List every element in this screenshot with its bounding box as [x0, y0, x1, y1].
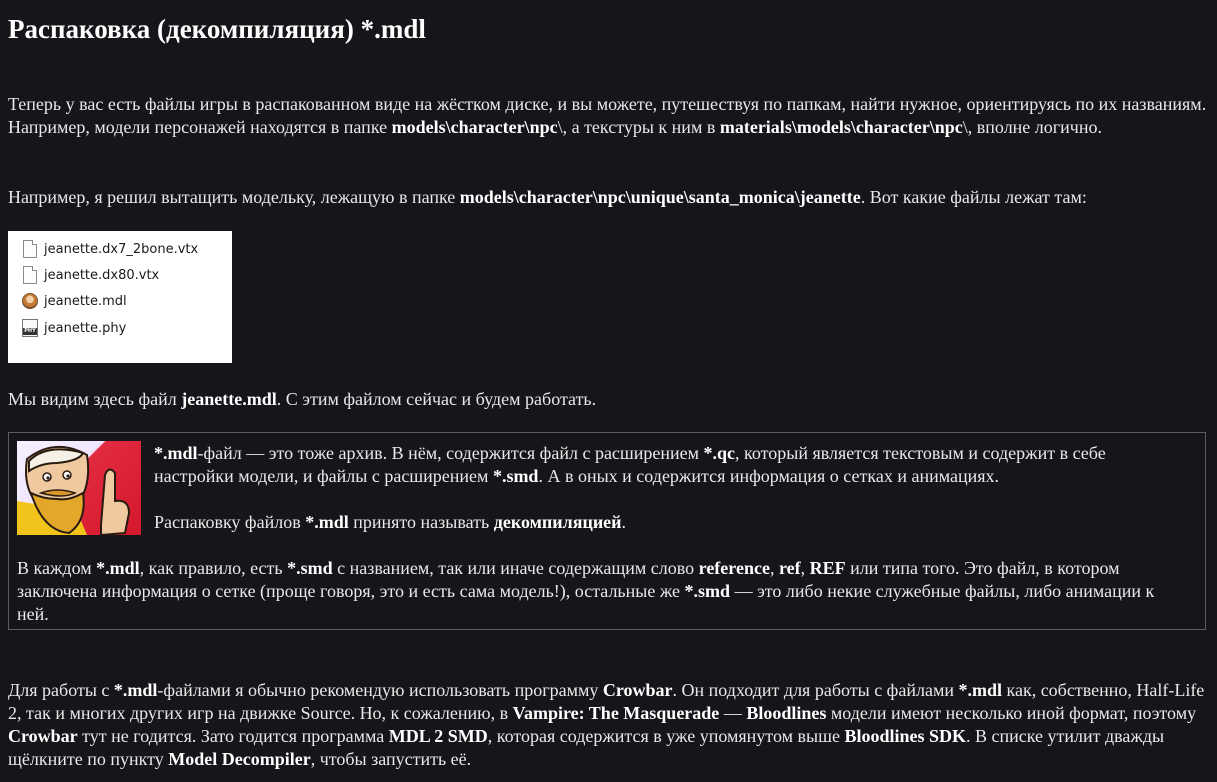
- file-name: jeanette.mdl: [44, 293, 127, 309]
- callout-paragraph-decompile: Распаковку файлов *.mdl принято называть декомпиляцией.: [154, 512, 627, 532]
- tools-paragraph: Для работы с *.mdl-файлами я обычно рекомендую использовать программу Crowbar. Он подходит для работы с файлами *.mdl как, собственно, Half-Life 2, так и многих других игр на движке Source. Но, к сожалению, в Vampire: The Masquerade — Bloodlines модели имеют несколько иной формат, поэтому Crowbar тут не годится. Зато годится программа MDL 2 SMD, которая содержится в уже упомянутом выше Bloodlines SDK. В списке утилит дважды щёлкните по пункту Model Decompiler, чтобы запустить её.: [8, 680, 1205, 769]
- file-note-paragraph: Мы видим здесь файл jeanette.mdl. С этим файлом сейчас и будем работать.: [8, 389, 597, 409]
- file-name: jeanette.phy: [44, 320, 127, 336]
- file-item: [22, 317, 126, 339]
- cartoon-sage-avatar: [17, 441, 141, 535]
- document-icon: [23, 240, 37, 258]
- file-name: jeanette.dx7_2bone.vtx: [44, 241, 199, 257]
- callout-paragraph-reference: В каждом *.mdl, как правило, есть *.smd с названием, так или иначе содержащим слово reference, ref, REF или типа того. Это файл, в котором заключена информация о сетке (проще говоря, это и есть сама модель!), остальные же *.smd — это либо некие служебные файлы, либо анимации к ней.: [17, 558, 1155, 624]
- callout-paragraph-archive: *.mdl-файл — это тоже архив. В нём, содержится файл с расширением *.qc, который является текстовым и содержит в себе настройки модели, и файлы с расширением *.smd. А в оных и содержится информация о сетках и анимациях.: [154, 443, 1106, 486]
- document-icon: [23, 266, 37, 284]
- phy-file-icon: PHY: [22, 319, 38, 337]
- example-paragraph: Например, я решил вытащить модельку, лежащую в папке models\character\npc\unique\santa_monica\jeanette. Вот какие файлы лежат там:: [8, 187, 1087, 207]
- page-title: Распаковка (декомпиляция) *.mdl: [8, 14, 426, 44]
- file-list-screenshot: [8, 231, 232, 363]
- file-item: [22, 238, 198, 260]
- file-item: [22, 264, 159, 286]
- info-callout: [8, 432, 1206, 630]
- file-item: [22, 290, 127, 312]
- file-name: jeanette.dx80.vtx: [44, 267, 160, 283]
- intro-paragraph: Теперь у вас есть файлы игры в распакованном виде на жёстком диске, и вы можете, путешествуя по папкам, найти нужное, ориентируясь по их названиям. Например, модели персонажей находятся в папке models\character\npc\, а текстуры к ним в materials\models\character\npc\, вполне логично.: [8, 94, 1207, 137]
- model-file-icon: [22, 293, 38, 309]
